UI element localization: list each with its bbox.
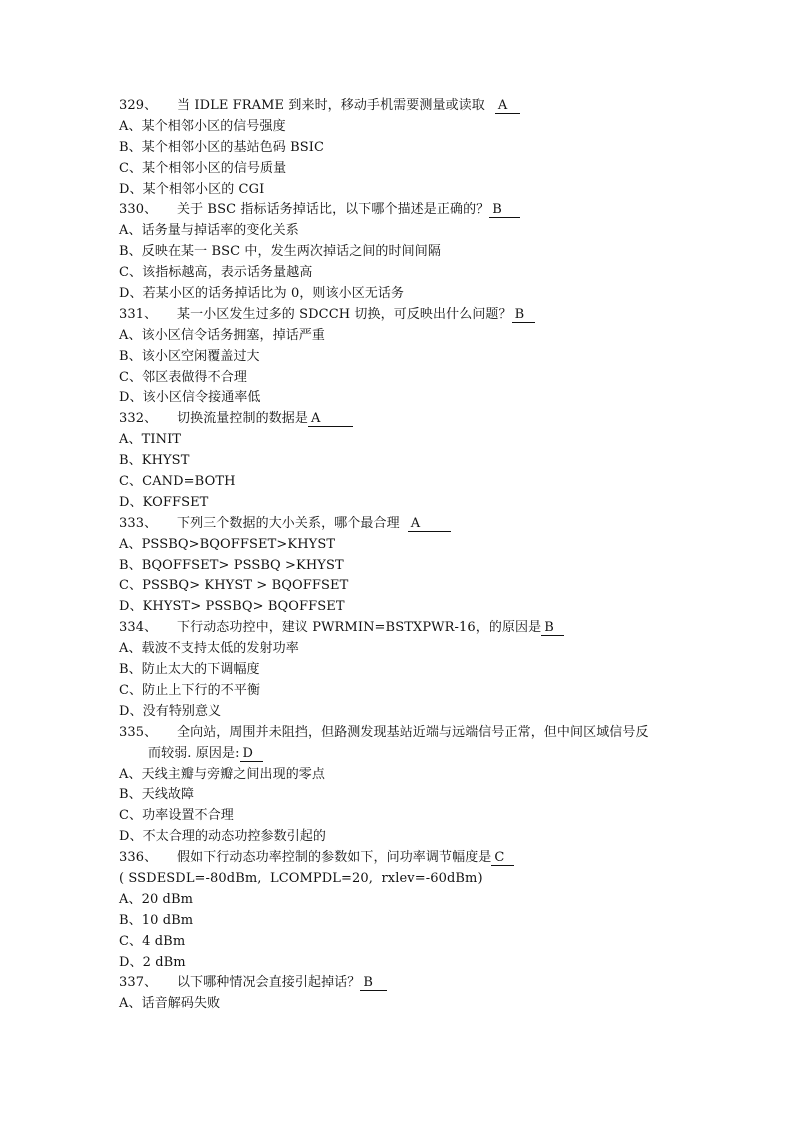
answer-blank: C [491,851,514,866]
answer-blank: A [495,99,520,114]
question-text-continued: 而较弱. 原因是: [148,745,240,761]
answer-blank: B [512,308,535,323]
question-text: 关于 BSC 指标话务掉话比，以下哪个描述是正确的？ [177,202,490,218]
question-number: 336、 [119,850,158,866]
question-text: 切换流量控制的数据是 [177,411,309,427]
question-number: 333、 [119,515,158,531]
question-text: 以下哪种情况会直接引起掉话？ [177,975,361,991]
option-b: B、天线故障 [119,787,195,803]
option-c: C、邻区表做得不合理 [119,369,247,385]
option-a: A、该小区信令话务拥塞，掉话严重 [119,327,325,343]
question-number: 334、 [119,620,158,636]
option-c: C、某个相邻小区的信号质量 [119,160,287,176]
option-a: A、PSSBQ>BQOFFSET>KHYST [119,536,336,552]
option-b: B、该小区空闲覆盖过大 [119,348,260,364]
option-a: A、天线主瓣与旁瓣之间出现的零点 [119,766,325,782]
question-335 [119,723,719,744]
option-d: D、KHYST> PSSBQ> BQOFFSET [119,599,345,615]
option-c: C、该指标越高，表示话务量越高 [119,265,313,281]
question-text: 假如下行动态功率控制的参数如下，问功率调节幅度是 [177,850,492,866]
option-c: C、PSSBQ> KHYST > BQOFFSET [119,578,349,594]
option-d: D、没有特别意义 [119,703,222,719]
question-text: 下列三个数据的大小关系，哪个最合理 [177,515,400,531]
option-a: A、20 dBm [119,891,194,907]
question-text: 下行动态功控中，建议 PWRMIN=BSTXPWR-16，的原因是 [177,620,542,636]
question-text: 当 IDLE FRAME 到来时，移动手机需要测量或读取 [177,98,485,113]
option-b: B、某个相邻小区的基站色码 BSIC [119,139,325,155]
answer-blank: B [489,203,520,218]
option-c: C、功率设置不合理 [119,808,234,824]
question-334 [119,618,719,639]
option-c: C、CAND=BOTH [119,474,236,490]
question-text: 全向站，周围并未阻挡，但路测发现基站近端与远端信号正常，但中间区域信号反 [177,724,649,740]
question-331 [119,305,719,326]
question-text: 某一小区发生过多的 SDCCH 切换，可反映出什么问题？ [177,306,512,322]
question-330 [119,200,719,221]
question-329 [119,96,719,117]
question-number: 331、 [119,306,158,322]
question-number: 330、 [119,202,158,218]
question-332 [119,409,719,430]
question-335-continued [119,744,719,765]
question-number: 332、 [119,411,158,427]
option-b: B、防止太大的下调幅度 [119,662,260,678]
answer-blank: B [541,621,564,636]
option-d: D、某个相邻小区的 CGI [119,181,265,197]
option-a: A、某个相邻小区的信号强度 [119,118,286,134]
option-c: C、防止上下行的不平衡 [119,682,261,698]
question-333 [119,514,719,535]
option-d: D、不太合理的动态功控参数引起的 [119,829,327,845]
question-number: 335、 [119,724,158,740]
question-number: 337、 [119,975,158,991]
question-337 [119,973,719,994]
option-c: C、4 dBm [119,933,186,949]
option-b: B、BQOFFSET> PSSBQ >KHYST [119,557,344,573]
question-number: 329、 [119,98,158,113]
option-a: A、载波不支持太低的发射功率 [119,641,299,657]
option-d: D、该小区信令接通率低 [119,390,261,406]
answer-blank: A [308,412,353,427]
option-a: A、话音解码失败 [119,996,221,1012]
option-a: A、话务量与掉话率的变化关系 [119,223,299,239]
option-b: B、10 dBm [119,912,194,928]
question-list [119,96,719,1015]
question-336-params: ( SSDESDL=-80dBm, LCOMPDL=20, rxlev=-60dBm) [119,870,483,886]
option-d: D、2 dBm [119,954,186,970]
option-b: B、反映在某一 BSC 中，发生两次掉话之间的时间间隔 [119,244,441,260]
option-b: B、KHYST [119,453,190,469]
answer-blank: A [408,517,451,532]
option-a: A、TINIT [119,432,182,448]
option-d: D、KOFFSET [119,494,209,510]
answer-blank: D [240,747,263,762]
option-d: D、若某小区的话务掉话比为 0，则该小区无话务 [119,286,405,302]
answer-blank: B [360,976,387,991]
question-336 [119,848,719,869]
